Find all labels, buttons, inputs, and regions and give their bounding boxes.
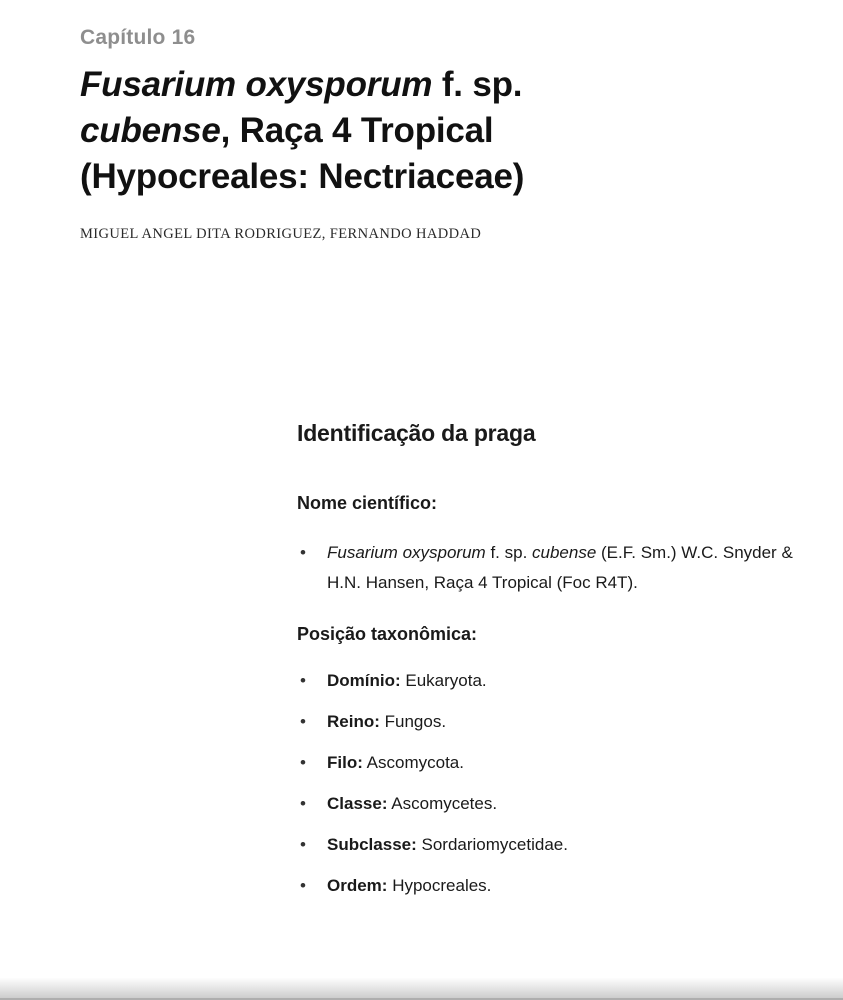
taxonomy-heading: Posição taxonômica: (297, 624, 478, 644)
taxonomy-label: Classe: (327, 794, 388, 813)
chapter-label: Capítulo 16 (80, 26, 196, 49)
taxonomy-value: Eukaryota. (400, 671, 487, 690)
scientific-name-list (297, 538, 797, 598)
taxonomy-label: Reino: (327, 712, 380, 731)
title-line-1-rest: f. sp. (432, 65, 523, 104)
taxonomy-value: Ascomycetes. (387, 794, 498, 813)
taxonomy-item-kingdom (297, 712, 797, 732)
title-species-italic: Fusarium oxysporum (80, 65, 433, 104)
taxonomy-item-order (297, 876, 797, 896)
taxonomy-label: Subclasse: (327, 835, 417, 854)
section-heading: Identificação da praga (297, 420, 536, 446)
taxonomy-label: Domínio: (327, 671, 401, 690)
taxonomy-value: Fungos. (379, 712, 447, 731)
sci-genus-species: Fusarium oxysporum (327, 543, 486, 562)
identification-section (297, 420, 797, 917)
chapter-header (80, 26, 640, 243)
taxonomy-list (297, 671, 797, 896)
taxonomy-value: Sordariomycetidae. (416, 835, 568, 854)
sci-mid: f. sp. (485, 543, 533, 562)
scientific-name-item (297, 538, 797, 598)
taxonomy-item-subclass (297, 835, 797, 855)
authors-line: MIGUEL ANGEL DITA RODRIGUEZ, FERNANDO HADDAD (80, 226, 482, 242)
title-forma-italic: cubense (80, 111, 221, 150)
taxonomy-label: Filo: (327, 753, 363, 772)
sci-forma: cubense (532, 543, 597, 562)
title-line-3: (Hypocreales: Nectriaceae) (80, 157, 525, 196)
taxonomy-value: Hypocreales. (387, 876, 492, 895)
taxonomy-item-phylum (297, 753, 797, 773)
title-line-2 (80, 111, 493, 150)
page-bottom-edge (0, 978, 843, 1000)
scientific-name-heading: Nome científico: (297, 493, 438, 513)
taxonomy-value: Ascomycota. (362, 753, 464, 772)
title-line-1 (80, 65, 522, 104)
taxonomy-item-class (297, 794, 797, 814)
taxonomy-item-domain (297, 671, 797, 691)
sci-authority: (E.F. Sm.) W.C. Snyder & H.N. Hansen, Raça 4 Tropical (Foc R4T). (327, 543, 793, 592)
chapter-title (80, 62, 640, 200)
title-line-2-rest: , Raça 4 Tropical (220, 111, 494, 150)
taxonomy-label: Ordem: (327, 876, 388, 895)
